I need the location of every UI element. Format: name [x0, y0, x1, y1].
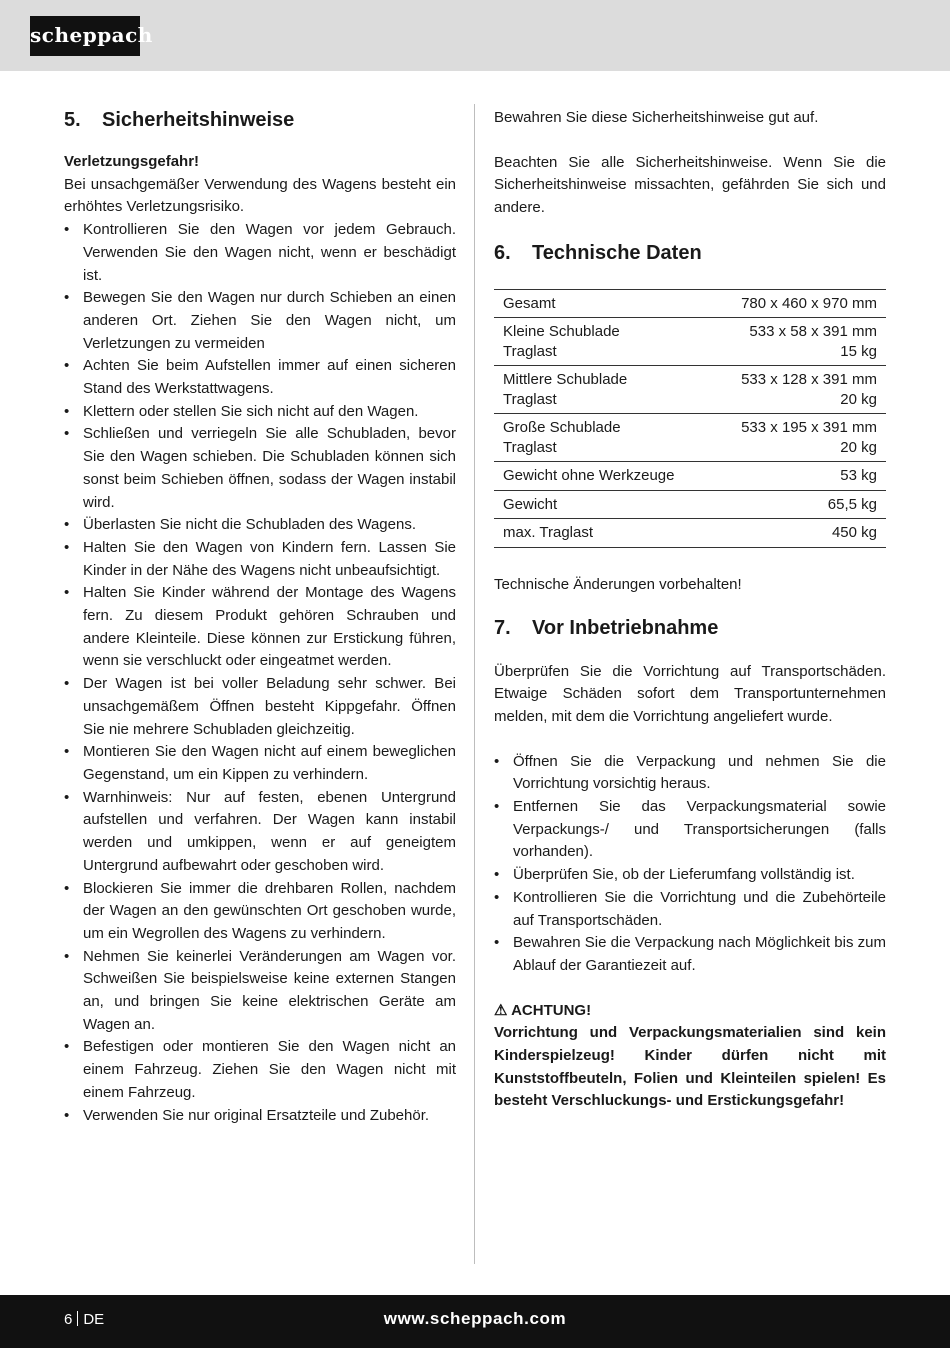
table-row: [494, 462, 886, 491]
attention-title: ACHTUNG!: [511, 1001, 592, 1019]
list-item: • Klettern oder stellen Sie sich nicht auf den Wagen.: [64, 401, 456, 424]
table-cell-label: Große Schublade Traglast: [494, 414, 710, 462]
column-divider: [474, 104, 475, 1264]
list-item: • Nehmen Sie keinerlei Veränderungen am Wagen vor. Schweißen Sie beispielsweise keine externen Stangen an, und bringen Sie keine elektrischen Geräte am Wagen an.: [64, 946, 456, 1037]
injury-warning-heading: Verletzungsgefahr!: [64, 153, 200, 170]
attention-text: Vorrichtung und Verpackungsmaterialien sind kein Kinderspielzeug! Kinder dürfen nicht mit Kunststoffbeuteln, Folien und Kleinteilen spielen! Es besteht Verschluckungs- und Erstickungsgefahr!: [494, 1024, 886, 1110]
section-6-number: 6.: [494, 241, 511, 264]
attention-heading: [494, 1000, 886, 1023]
page-header: [0, 0, 950, 71]
list-item: • Achten Sie beim Aufstellen immer auf einen sicheren Stand des Werkstattwagens.: [64, 355, 456, 400]
brand-logo: scheppach: [30, 16, 140, 56]
section-7-title: Vor Inbetriebnahme: [532, 616, 719, 639]
observe-instructions-text: Beachten Sie alle Sicherheitshinweise. Wenn Sie die Sicherheitshinweise missachten, gefährden Sie sich und andere.: [494, 153, 886, 217]
section-7-intro: Überprüfen Sie die Vorrichtung auf Transportschäden. Etwaige Schäden sofort dem Transportunternehmen melden, mit dem die Vorrichtung angeliefert wurde.: [494, 662, 886, 725]
page-number-value: 6: [64, 1311, 73, 1328]
keep-instructions-text: Bewahren Sie diese Sicherheitshinweise gut auf.: [494, 109, 819, 126]
table-row: [494, 414, 886, 462]
list-item: • Warnhinweis: Nur auf festen, ebenen Untergrund aufstellen und verfahren. Der Wagen kann instabil werden und umkippen, wenn er auf geneigtem Untergrund aufbewahrt oder geschoben wird.: [64, 787, 456, 878]
list-item: • Halten Sie Kinder während der Montage des Wagens fern. Zu diesem Produkt gehören Schrauben und andere Kleinteile. Diese können zur Erstickung führen, wenn sie verschluckt oder eingeatmet werden.: [64, 582, 456, 673]
section-5-number: 5.: [64, 109, 81, 131]
section-5-heading: [64, 107, 456, 133]
list-item: • Halten Sie den Wagen von Kindern fern. Lassen Sie Kinder in der Nähe des Wagens nicht unbeaufsichtigt.: [64, 537, 456, 582]
table-cell-label: Gesamt: [494, 289, 710, 318]
table-row: [494, 318, 886, 366]
list-item: • Entfernen Sie das Verpackungsmaterial sowie Verpackungs-/ und Transportsicherungen (falls vorhanden).: [494, 796, 886, 864]
warning-triangle-icon: ⚠: [494, 1001, 508, 1019]
right-column: [494, 107, 886, 1113]
page-footer: [0, 1295, 950, 1348]
table-cell-label: Mittlere Schublade Traglast: [494, 366, 710, 414]
table-cell-value: 533 x 195 x 391 mm 20 kg: [710, 414, 886, 462]
safety-intro: Bei unsachgemäßer Verwendung des Wagens besteht ein erhöhtes Verletzungsrisiko.: [64, 175, 456, 216]
list-item: • Montieren Sie den Wagen nicht auf einem beweglichen Gegenstand, um ein Kippen zu verhindern.: [64, 741, 456, 786]
table-row: [494, 366, 886, 414]
section-5-title: Sicherheitshinweise: [102, 109, 295, 131]
language-code: DE: [83, 1311, 105, 1328]
list-item: • Überlasten Sie nicht die Schubladen des Wagens.: [64, 514, 456, 537]
table-cell-value: 533 x 128 x 391 mm 20 kg: [710, 366, 886, 414]
table-cell-value: 450 kg: [710, 519, 886, 548]
table-cell-label: Kleine Schublade Traglast: [494, 318, 710, 366]
list-item: • Bewegen Sie den Wagen nur durch Schieben an einen anderen Ort. Ziehen Sie den Wagen nicht, um Verletzungen zu vermeiden: [64, 287, 456, 355]
list-item: • Befestigen oder montieren Sie den Wagen nicht an einem Fahrzeug. Ziehen Sie den Wagen nicht mit einem Fahrzeug.: [64, 1036, 456, 1104]
list-item: • Kontrollieren Sie den Wagen vor jedem Gebrauch. Verwenden Sie den Wagen nicht, wenn er beschädigt ist.: [64, 219, 456, 287]
list-item: • Schließen und verriegeln Sie alle Schubladen, bevor Sie den Wagen schieben. Die Schubladen können sich sonst beim Schieben öffnen, sodass der Wagen instabil wird.: [64, 423, 456, 514]
table-cell-label: Gewicht: [494, 490, 710, 519]
table-cell-label: max. Traglast: [494, 519, 710, 548]
list-item: • Überprüfen Sie, ob der Lieferumfang vollständig ist.: [494, 864, 886, 887]
table-cell-value: 533 x 58 x 391 mm 15 kg: [710, 318, 886, 366]
list-item: • Blockieren Sie immer die drehbaren Rollen, nachdem der Wagen an den gewünschten Ort geschoben wurde, um ein Wegrollen des Wagens zu verhindern.: [64, 878, 456, 946]
website-link[interactable]: www.scheppach.com: [383, 1309, 567, 1328]
list-item: • Verwenden Sie nur original Ersatzteile und Zubehör.: [64, 1105, 456, 1128]
unpacking-list: [494, 751, 886, 978]
section-7-number: 7.: [494, 616, 511, 639]
table-cell-value: 53 kg: [710, 462, 886, 491]
table-cell-value: 780 x 460 x 970 mm: [710, 289, 886, 318]
section-6-title: Technische Daten: [532, 241, 702, 264]
table-row: [494, 289, 886, 318]
list-item: • Der Wagen ist bei voller Beladung sehr schwer. Bei unsachgemäßem Öffnen besteht Kippgefahr. Öffnen Sie nie mehrere Schubladen gleichzeitig.: [64, 673, 456, 741]
section-7-heading: [494, 615, 886, 641]
list-item: • Bewahren Sie die Verpackung nach Möglichkeit bis zum Ablauf der Garantiezeit auf.: [494, 932, 886, 977]
list-item: • Öffnen Sie die Verpackung und nehmen Sie die Vorrichtung vorsichtig heraus.: [494, 751, 886, 796]
table-row: [494, 519, 886, 548]
technical-data-table: [494, 289, 886, 548]
safety-list: [64, 219, 456, 1127]
list-item: • Kontrollieren Sie die Vorrichtung und die Zubehörteile auf Transportschäden.: [494, 887, 886, 932]
table-cell-value: 65,5 kg: [710, 490, 886, 519]
table-row: [494, 490, 886, 519]
table-cell-label: Gewicht ohne Werkzeuge: [494, 462, 710, 491]
left-column: [64, 107, 456, 1127]
section-6-heading: [494, 240, 886, 266]
technical-changes-note: Technische Änderungen vorbehalten!: [494, 575, 742, 593]
